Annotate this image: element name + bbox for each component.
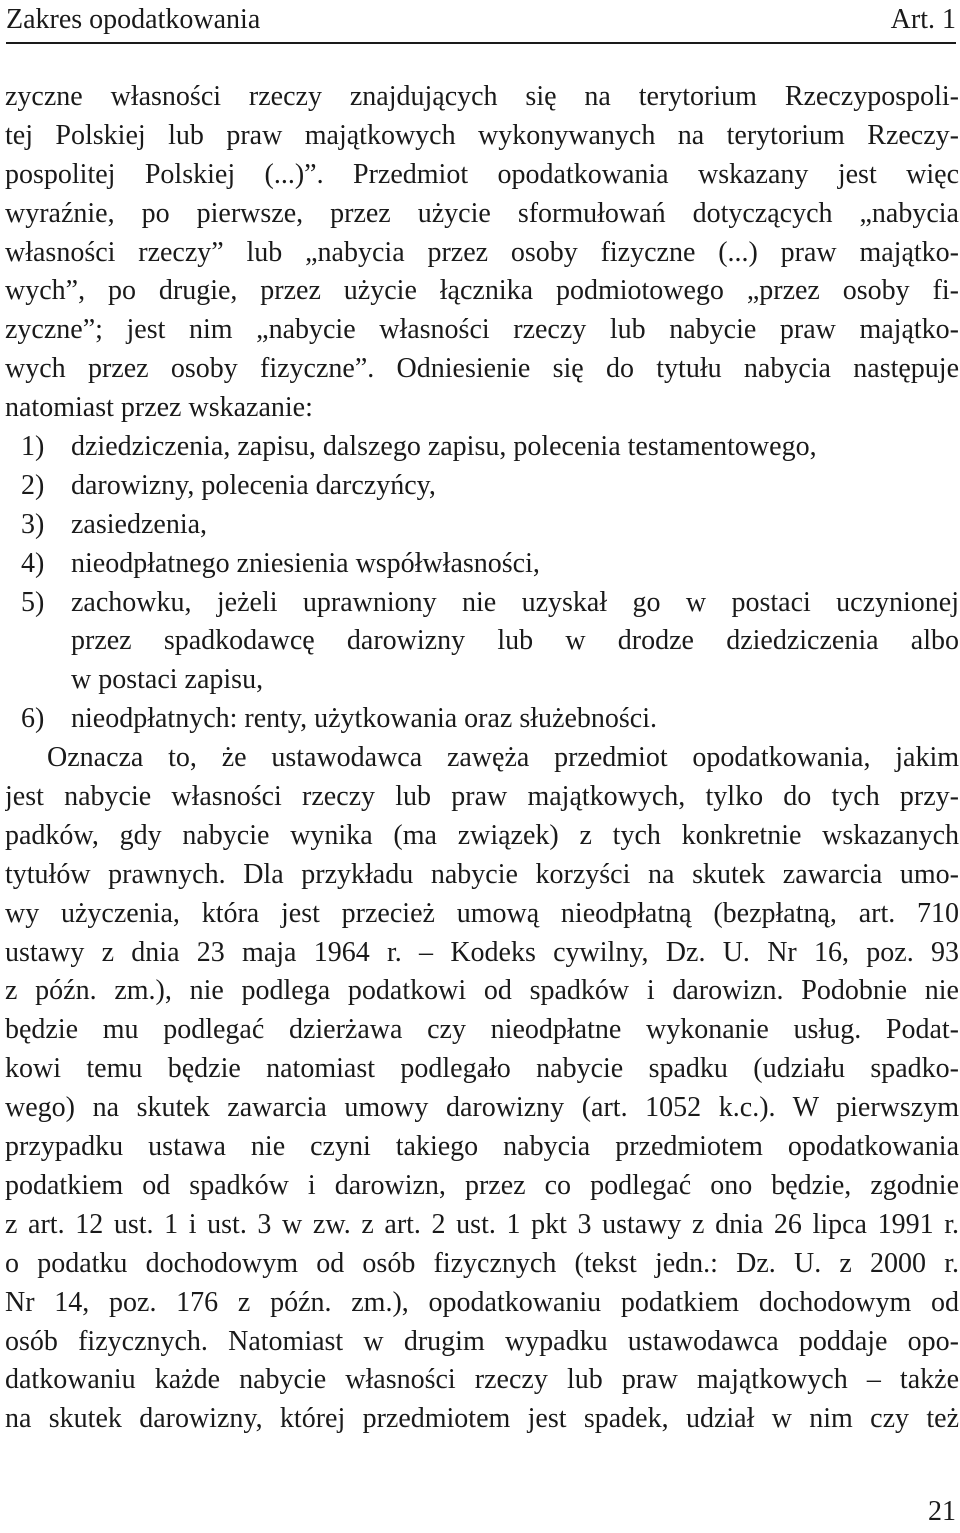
body-text xyxy=(5,78,959,1439)
list-item xyxy=(5,506,959,545)
text-line: zyczne”; jest nim „nabycie własności rzeczy lub nabycie praw majątko- xyxy=(5,314,959,346)
list-item-number: 2) xyxy=(21,469,45,501)
list-item xyxy=(5,700,959,739)
text-line: podatkiem od spadków i darowizn, przez co podlegać ono będzie, zgodnie xyxy=(5,1169,959,1201)
list-item-continuation xyxy=(5,622,959,661)
text-line: Oznacza to, że ustawodawca zawęża przedmiot opodatkowania, jakim xyxy=(47,742,959,774)
list-item-text: w postaci zapisu, xyxy=(71,664,264,696)
text-line: pospolitej Polskiej (...)”. Przedmiot opodatkowania wskazany jest więc xyxy=(5,158,959,190)
paragraph-intro xyxy=(5,78,959,428)
text-line: o podatku dochodowym od osób fizycznych (tekst jedn.: Dz. U. z 2000 r. xyxy=(5,1247,959,1279)
list-item-number: 5) xyxy=(21,586,45,618)
text-line: padków, gdy nabycie wynika (ma związek) z tych konkretnie wskazanych xyxy=(5,819,959,851)
list-item-text: darowizny, polecenia darczyńcy, xyxy=(71,469,436,501)
list-item-text: nieodpłatnego zniesienia współwłasności, xyxy=(71,547,540,579)
list-item-number: 1) xyxy=(21,431,45,463)
list-item-text: zasiedzenia, xyxy=(71,508,208,540)
paragraph-main xyxy=(5,739,959,1439)
text-line: zyczne własności rzeczy znajdujących się na terytorium Rzeczypospoli- xyxy=(5,81,959,112)
text-line: przypadku ustawa nie czyni takiego nabycia przedmiotem opodatkowania xyxy=(5,1131,959,1163)
text-line: kowi temu będzie natomiast podlegało nabycie spadku (udziału spadko- xyxy=(5,1053,959,1085)
page-number: 21 xyxy=(928,1496,956,1527)
text-line: ustawy z dnia 23 maja 1964 r. – Kodeks cywilny, Dz. U. Nr 16, poz. 93 xyxy=(5,936,959,968)
list-item-text: nieodpłatnych: renty, użytkowania oraz służebności. xyxy=(71,703,657,735)
running-header xyxy=(6,2,956,44)
acquisition-titles-list xyxy=(5,428,959,739)
text-line: z późn. zm.), nie podlega podatkowi od spadków i darowizn. Podobnie nie xyxy=(5,975,959,1007)
text-line: wego) na skutek zawarcia umowy darowizny (art. 1052 k.c.). W pierwszym xyxy=(5,1092,959,1124)
list-item-text: dziedziczenia, zapisu, dalszego zapisu, polecenia testamentowego, xyxy=(71,431,817,463)
text-line: wy użyczenia, która jest przecież umową nieodpłatną (bezpłatną, art. 710 xyxy=(5,897,959,929)
text-line: wych”, po drugie, przez użycie łącznika podmiotowego „przez osoby fi- xyxy=(5,275,959,307)
text-line: jest nabycie własności rzeczy lub praw majątkowych, tylko do tych przy- xyxy=(5,781,959,813)
text-line: wyraźnie, po pierwsze, przez użycie sformułowań dotyczących „nabycia xyxy=(5,197,959,229)
list-item-text: przez spadkodawcę darowizny lub w drodze dziedziczenia albo xyxy=(71,625,959,657)
list-item xyxy=(5,545,959,584)
chapter-title: Zakres opodatkowania xyxy=(6,4,261,35)
text-line: wych przez osoby fizyczne”. Odniesienie się do tytułu nabycia następuje xyxy=(5,353,959,385)
list-item xyxy=(5,467,959,506)
text-line: natomiast przez wskazanie: xyxy=(5,392,313,424)
text-line: Nr 14, poz. 176 z późn. zm.), opodatkowaniu podatkiem dochodowym od xyxy=(5,1286,959,1318)
text-line: własności rzeczy” lub „nabycia przez osoby fizyczne (...) praw majątko- xyxy=(5,236,959,268)
text-line: osób fizycznych. Natomiast w drugim wypadku ustawodawca poddaje opo- xyxy=(5,1325,959,1357)
text-line: tej Polskiej lub praw majątkowych wykonywanych na terytorium Rzeczy- xyxy=(5,119,959,151)
list-item-number: 4) xyxy=(21,547,45,579)
article-number: Art. 1 xyxy=(890,4,956,35)
list-item-text: zachowku, jeżeli uprawniony nie uzyskał go w postaci uczynionej xyxy=(71,586,959,618)
list-item xyxy=(5,428,959,467)
text-line: na skutek darowizny, której przedmiotem jest spadek, udział w nim czy też xyxy=(5,1403,959,1435)
list-item-number: 6) xyxy=(21,703,45,735)
text-line: tytułów prawnych. Dla przykładu nabycie korzyści na skutek zawarcia umo- xyxy=(5,858,959,890)
list-item-number: 3) xyxy=(21,508,45,540)
text-line: z art. 12 ust. 1 i ust. 3 w zw. z art. 2 ust. 1 pkt 3 ustawy z dnia 26 lipca 1991 r. xyxy=(5,1208,959,1240)
list-item xyxy=(5,584,959,623)
text-line: datkowaniu każde nabycie własności rzeczy lub praw majątkowych – także xyxy=(5,1364,959,1396)
list-item-continuation xyxy=(5,661,959,700)
text-line: będzie mu podlegać dzierżawa czy nieodpłatne wykonanie usług. Podat- xyxy=(5,1014,959,1046)
